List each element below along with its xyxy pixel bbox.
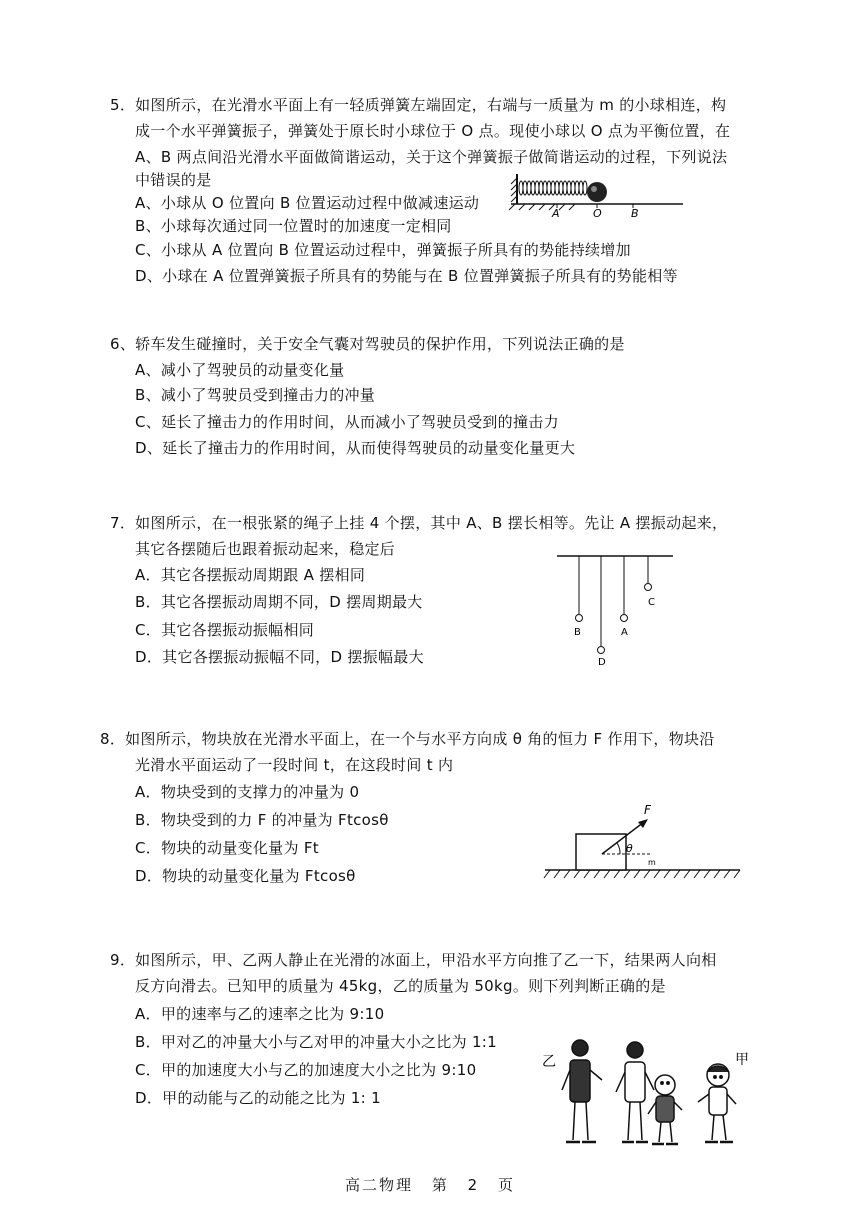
question-8-option-c: C．物块的动量变化量为 Ft (135, 839, 319, 857)
question-8-option-a: A．物块受到的支撑力的冲量为 0 (135, 783, 360, 801)
question-7-stem-line-1: 7．如图所示，在一根张紧的绳子上挂 4 个摆，其中 A、B 摆长相等。先让 A 摆振动起来， (110, 514, 728, 532)
question-9-stem-line-2: 反方向滑去。已知甲的质量为 45kg，乙的质量为 50kg。则下列判断正确的是 (135, 977, 666, 995)
question-6-option-a: A、减小了驾驶员的动量变化量 (135, 361, 345, 379)
skater-label-yi: 乙 (542, 1054, 556, 1070)
question-5-stem-line-4: 中错误的是 (135, 171, 212, 189)
footer-di: 第 (431, 1176, 449, 1194)
question-5-option-c: C、小球从 A 位置向 B 位置运动过程中，弹簧振子所具有的势能持续增加 (135, 241, 631, 259)
block-force-figure (540, 800, 745, 885)
question-9-option-b: B．甲对乙的冲量大小与乙对甲的冲量大小之比为 1:1 (135, 1033, 498, 1051)
footer-subject: 高二物理 (345, 1176, 414, 1194)
question-6-option-c: C、延长了撞击力的作用时间，从而减小了驾驶员受到的撞击力 (135, 413, 559, 431)
figure-label-o: O (593, 207, 602, 220)
question-9-stem-line-1: 9．如图所示，甲、乙两人静止在光滑的冰面上，甲沿水平方向推了乙一下，结果两人向相 (110, 951, 717, 969)
ice-skaters-figure (540, 1030, 765, 1160)
footer-page-number: 2 (467, 1176, 480, 1194)
force-label-f: F (644, 803, 651, 817)
question-5-stem-line-3: A、B 两点间沿光滑水平面做简谐运动，关于这个弹簧振子做简谐运动的过程，下列说法 (135, 148, 728, 166)
question-5-option-d: D、小球在 A 位置弹簧振子所具有的势能与在 B 位置弹簧振子所具有的势能相等 (135, 267, 678, 285)
question-5-option-b: B、小球每次通过同一位置时的加速度一定相同 (135, 217, 452, 235)
question-6-option-b: B、减小了驾驶员受到撞击力的冲量 (135, 386, 376, 404)
question-7-option-a: A．其它各摆振动周期跟 A 摆相同 (135, 566, 366, 584)
pendulum-label-d: D (598, 657, 606, 668)
question-8-stem-line-1: 8．如图所示，物块放在光滑水平面上，在一个与水平方向成 θ 角的恒力 F 作用下，物块沿 (100, 730, 715, 748)
question-5-stem-line-2: 成一个水平弹簧振子，弹簧处于原长时小球位于 O 点。现使小球以 O 点为平衡位置，在 (135, 122, 731, 140)
question-8-option-b: B．物块受到的力 F 的冲量为 Ftcosθ (135, 811, 389, 829)
question-9-option-c: C．甲的加速度大小与乙的加速度大小之比为 9:10 (135, 1061, 477, 1079)
question-9-option-d: D．甲的动能与乙的动能之比为 1: 1 (135, 1089, 381, 1107)
pendulum-label-a: A (621, 627, 628, 638)
pendulum-label-c: C (648, 597, 655, 608)
question-7-stem-line-2: 其它各摆随后也跟着振动起来，稳定后 (135, 540, 396, 558)
block-label-m: m (648, 858, 656, 867)
question-7-option-c: C．其它各摆振动振幅相同 (135, 621, 315, 639)
question-6-stem-line-1: 6、轿车发生碰撞时，关于安全气囊对驾驶员的保护作用，下列说法正确的是 (110, 335, 625, 353)
figure-label-a: A (552, 207, 560, 220)
footer-ye: 页 (497, 1176, 515, 1194)
question-5-stem-line-1: 5．如图所示，在光滑水平面上有一轻质弹簧左端固定，右端与一质量为 m 的小球相连，构 (110, 96, 727, 114)
angle-label-theta: θ (626, 842, 633, 855)
figure-label-b: B (631, 207, 639, 220)
pendulum-label-b: B (574, 627, 581, 638)
question-9-option-a: A．甲的速率与乙的速率之比为 9:10 (135, 1005, 385, 1023)
skater-label-jia: 甲 (735, 1052, 749, 1068)
question-6-option-d: D、延长了撞击力的作用时间，从而使得驾驶员的动量变化量更大 (135, 439, 576, 457)
question-5-option-a: A、小球从 O 位置向 B 位置运动过程中做减速运动 (135, 194, 480, 212)
page-footer (0, 1174, 860, 1195)
spring-oscillator-figure (505, 170, 690, 220)
pendulums-figure (555, 548, 680, 673)
question-8-option-d: D．物块的动量变化量为 Ftcosθ (135, 867, 356, 885)
question-7-option-d: D．其它各摆振动振幅不同，D 摆振幅最大 (135, 648, 424, 666)
question-8-stem-line-2: 光滑水平面运动了一段时间 t，在这段时间 t 内 (135, 756, 454, 774)
question-7-option-b: B．其它各摆振动周期不同，D 摆周期最大 (135, 593, 423, 611)
